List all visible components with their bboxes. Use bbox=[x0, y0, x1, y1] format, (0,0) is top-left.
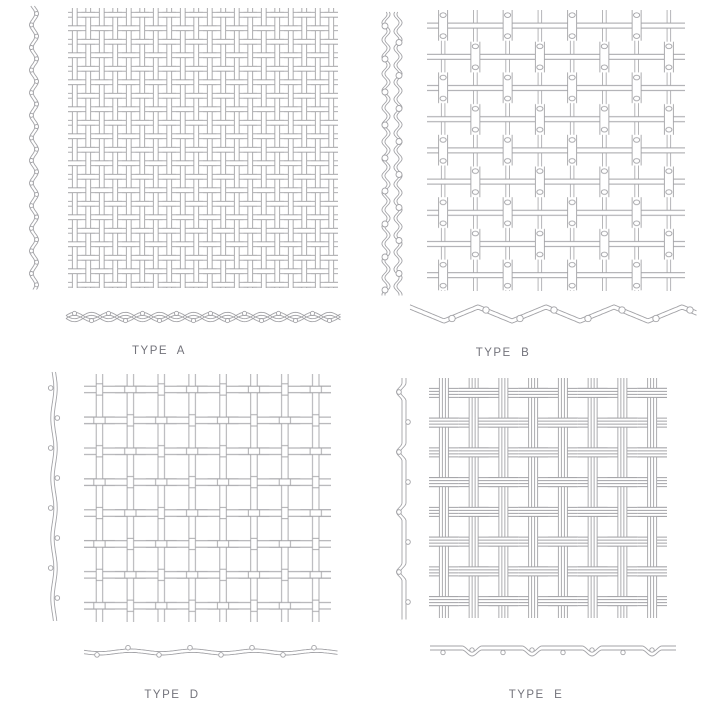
type-a-bottom-selvage-profile bbox=[66, 311, 341, 322]
type-d-bottom-selvage-profile bbox=[84, 645, 338, 657]
type-b-lock-crimp-mesh bbox=[427, 10, 685, 291]
type-e-double-wire-mesh bbox=[429, 378, 667, 618]
type-e-bottom-selvage-profile bbox=[430, 646, 676, 656]
type-d-flat-crimp-mesh bbox=[84, 374, 331, 622]
type-e-side-selvage-profile bbox=[397, 378, 411, 620]
type-e-label: TYPE E bbox=[508, 689, 564, 701]
type-b-side-selvage-profile bbox=[382, 12, 402, 296]
type-d-side-selvage-profile bbox=[48, 372, 59, 621]
type-d-label: TYPE D bbox=[144, 689, 200, 701]
type-a-side-selvage-profile bbox=[29, 6, 38, 290]
type-a-plain-weave-mesh bbox=[68, 8, 338, 288]
type-b-label: TYPE B bbox=[475, 347, 531, 359]
type-b-bottom-selvage-profile bbox=[410, 305, 697, 323]
type-a-label: TYPE A bbox=[132, 345, 186, 357]
